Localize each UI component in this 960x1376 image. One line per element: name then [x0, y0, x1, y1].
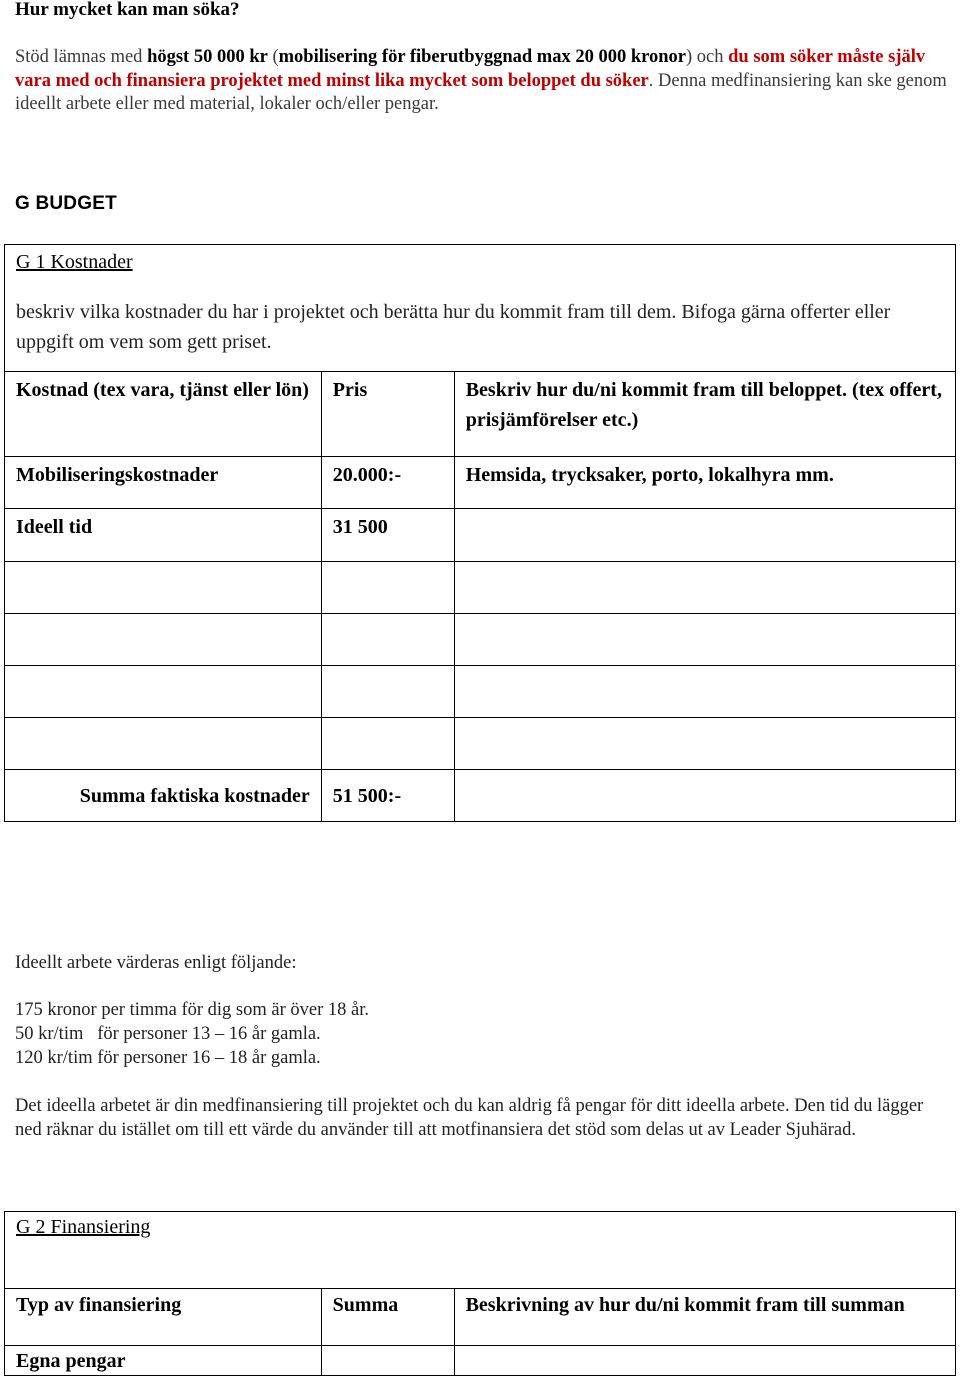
- costs-col-price: Pris: [321, 372, 454, 457]
- description-cell[interactable]: [454, 614, 955, 666]
- price-cell[interactable]: [321, 666, 454, 718]
- cost-cell[interactable]: Ideell tid: [5, 509, 322, 562]
- price-cell[interactable]: [321, 562, 454, 614]
- intro-text-3: (: [267, 47, 279, 67]
- financing-sum-cell[interactable]: [321, 1346, 454, 1376]
- sum-label: Summa faktiska kostnader: [5, 770, 322, 822]
- cost-cell[interactable]: [5, 614, 322, 666]
- intro-text-7: . Denna medfinansiering kan ske genom ideellt arbete eller med material, lokaler och/eller pengar.: [15, 70, 947, 114]
- costs-table: [4, 244, 956, 822]
- valuation-rate-2: 50 kr/tim för personer 13 – 16 år gamla.: [15, 1024, 321, 1044]
- financing-description-cell[interactable]: [454, 1346, 955, 1376]
- intro-text-1: Stöd lämnas med: [15, 47, 148, 67]
- costs-description: beskriv vilka kostnader du har i projektet och berätta hur du kommit fram till dem. Bifoga gärna offerter eller uppgift om vem som gett priset.: [16, 301, 891, 353]
- valuation-rate-1: 175 kronor per timma för dig som är över 18 år.: [15, 1000, 369, 1020]
- financing-column-headers: [5, 1289, 956, 1346]
- description-cell[interactable]: [454, 666, 955, 718]
- table-row: [5, 666, 956, 718]
- valuation-intro: Ideellt arbete värderas enligt följande:: [15, 953, 297, 973]
- price-cell[interactable]: 20.000:-: [321, 457, 454, 509]
- price-cell[interactable]: [321, 718, 454, 770]
- costs-header-cell: [5, 245, 956, 372]
- intro-paragraph: [15, 46, 950, 117]
- description-cell[interactable]: [454, 562, 955, 614]
- costs-sum-row: [5, 770, 956, 822]
- financing-col-description: Beskrivning av hur du/ni kommit fram till summan: [454, 1289, 955, 1346]
- costs-col-description: Beskriv hur du/ni kommit fram till beloppet. (tex offert, prisjämförelser etc.): [454, 372, 955, 457]
- price-cell[interactable]: 31 500: [321, 509, 454, 562]
- table-row: [5, 1346, 956, 1376]
- description-cell[interactable]: [454, 509, 955, 562]
- cost-cell[interactable]: [5, 562, 322, 614]
- sum-description[interactable]: [454, 770, 955, 822]
- table-row: [5, 509, 956, 562]
- financing-table: [4, 1211, 956, 1376]
- intro-cofinancing-requirement: du som söker måste själv vara med och finansiera projektet med minst lika mycket som beloppet du söker: [15, 47, 926, 91]
- question-heading: Hur mycket kan man söka?: [15, 0, 240, 20]
- costs-column-headers: [5, 372, 956, 457]
- description-cell[interactable]: Hemsida, trycksaker, porto, lokalhyra mm.: [454, 457, 955, 509]
- financing-header-cell: [5, 1212, 956, 1289]
- financing-col-type: Typ av finansiering: [5, 1289, 322, 1346]
- cost-cell[interactable]: Mobiliseringskostnader: [5, 457, 322, 509]
- financing-col-sum: Summa: [321, 1289, 454, 1346]
- table-row: [5, 718, 956, 770]
- sum-value[interactable]: 51 500:-: [321, 770, 454, 822]
- costs-title: G 1 Kostnader: [16, 251, 133, 273]
- section-title: G BUDGET: [15, 193, 117, 214]
- cost-cell[interactable]: [5, 666, 322, 718]
- description-cell[interactable]: [454, 718, 955, 770]
- table-row: [5, 614, 956, 666]
- valuation-paragraph: Det ideella arbetet är din medfinansiering till projektet och du kan aldrig få pengar för ditt ideella arbete. Den tid du lägger ned räknar du istället om till ett värde du använder till att motfinansiera det stöd som delas ut av Leader Sjuhärad.: [15, 1096, 924, 1140]
- price-cell[interactable]: [321, 614, 454, 666]
- financing-type-cell[interactable]: Egna pengar: [5, 1346, 322, 1376]
- cost-cell[interactable]: [5, 718, 322, 770]
- table-row: [5, 457, 956, 509]
- intro-fiber-limit: mobilisering för fiberutbyggnad max 20 000 kronor: [278, 47, 687, 67]
- table-row: [5, 562, 956, 614]
- costs-col-cost: Kostnad (tex vara, tjänst eller lön): [5, 372, 322, 457]
- financing-title: G 2 Finansiering: [16, 1216, 151, 1238]
- intro-max-amount: högst 50 000 kr: [147, 47, 268, 67]
- intro-text-5: ) och: [686, 47, 729, 67]
- valuation-rate-3: 120 kr/tim för personer 16 – 18 år gamla.: [15, 1048, 321, 1068]
